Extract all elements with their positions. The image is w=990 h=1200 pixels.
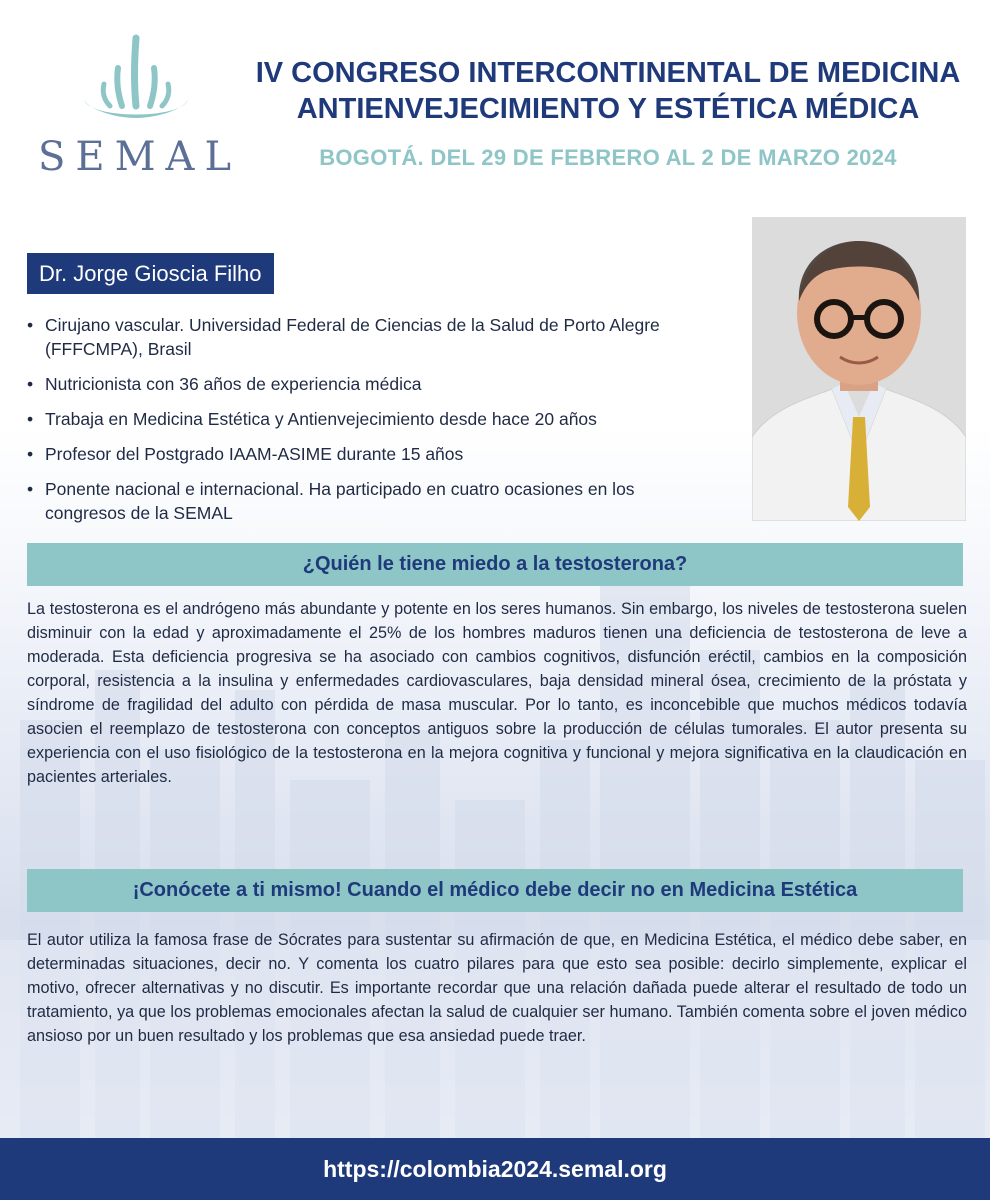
title-line-1: IV CONGRESO INTERCONTINENTAL DE MEDICINA <box>255 57 961 89</box>
speaker-portrait-illustration <box>752 217 966 521</box>
bullet-icon: • <box>27 444 34 464</box>
section-body-testosterona: La testosterona es el andrógeno más abundante y potente en los seres humanos. Sin embargo, los niveles de testosterona suelen disminuir con la edad y aproximadamente el 25% de los hombres maduros tienen una deficiencia de testosterona de leve a moderada. Esta deficiencia progresiva se ha asociado con cambios cognitivos, disfunción eréctil, cambios en la composición corporal, resistencia a la insulina y enfermedades cardiovasculares, baja densidad mineral ósea, crecimiento de la próstata y síndrome de fragilidad del adulto con pérdida de masa muscular. Por lo tanto, es inconcebible que muchos médicos todavía asocien el reemplazo de testosterona con conceptos antiguos sobre la producción de células tumorales. El autor presenta su experiencia con el uso fisiológico de la testosterona en la mejora cognitiva y funcional y mejora significativa en la claudicación en pacientes arteriales. <box>27 600 967 786</box>
semal-logo <box>38 34 242 180</box>
bullet-icon: • <box>27 479 34 499</box>
logo-text: SEMAL <box>38 134 242 180</box>
bullet-icon: • <box>27 409 34 429</box>
section-body-conocete: El autor utiliza la famosa frase de Sócrates para sustentar su afirmación de que, en Medicina Estética, el médico debe saber, en determinadas situaciones, decir no. Y comenta los cuatro pilares para que esto sea posible: decirlo simplemente, explicar el motivo, ofrecer alternativas y no discutir. Es importante recordar que una relación dañada puede alterar el resultado de todo un tratamiento, ya que los problemas emocionales afectan la salud de cualquier ser humano. También comenta sobre el joven médico ansioso por un buen resultado y los problemas que esa ansiedad puede traer. <box>27 931 967 1045</box>
section-title-testosterona: ¿Quién le tiene miedo a la testosterona? <box>27 543 963 586</box>
speaker-bio-list <box>27 313 717 536</box>
footer-url-link[interactable]: https://colombia2024.semal.org <box>0 1138 990 1200</box>
bio-item: • Trabaja en Medicina Estética y Antienvejecimiento desde hace 20 años <box>27 409 597 429</box>
bio-item: • Ponente nacional e internacional. Ha participado en cuatro ocasiones en los congresos de la SEMAL <box>27 479 635 523</box>
congress-title <box>238 55 978 127</box>
semal-emblem-icon <box>38 34 234 134</box>
speaker-name: Dr. Jorge Gioscia Filho <box>27 253 274 294</box>
speaker-photo <box>752 217 966 521</box>
bio-item: • Profesor del Postgrado IAAM-ASIME durante 15 años <box>27 444 464 464</box>
bio-item: • Nutricionista con 36 años de experiencia médica <box>27 374 422 394</box>
bullet-icon: • <box>27 374 34 394</box>
title-line-2: ANTIENVEJECIMIENTO Y ESTÉTICA MÉDICA <box>296 93 920 125</box>
section-title-conocete: ¡Conócete a ti mismo! Cuando el médico debe decir no en Medicina Estética <box>27 869 963 912</box>
congress-dates: BOGOTÁ. DEL 29 DE FEBRERO AL 2 DE MARZO 2024 <box>319 145 897 170</box>
bullet-icon: • <box>27 315 34 335</box>
bio-item: • Cirujano vascular. Universidad Federal de Ciencias de la Salud de Porto Alegre (FFFCMPA), Brasil <box>27 315 660 359</box>
